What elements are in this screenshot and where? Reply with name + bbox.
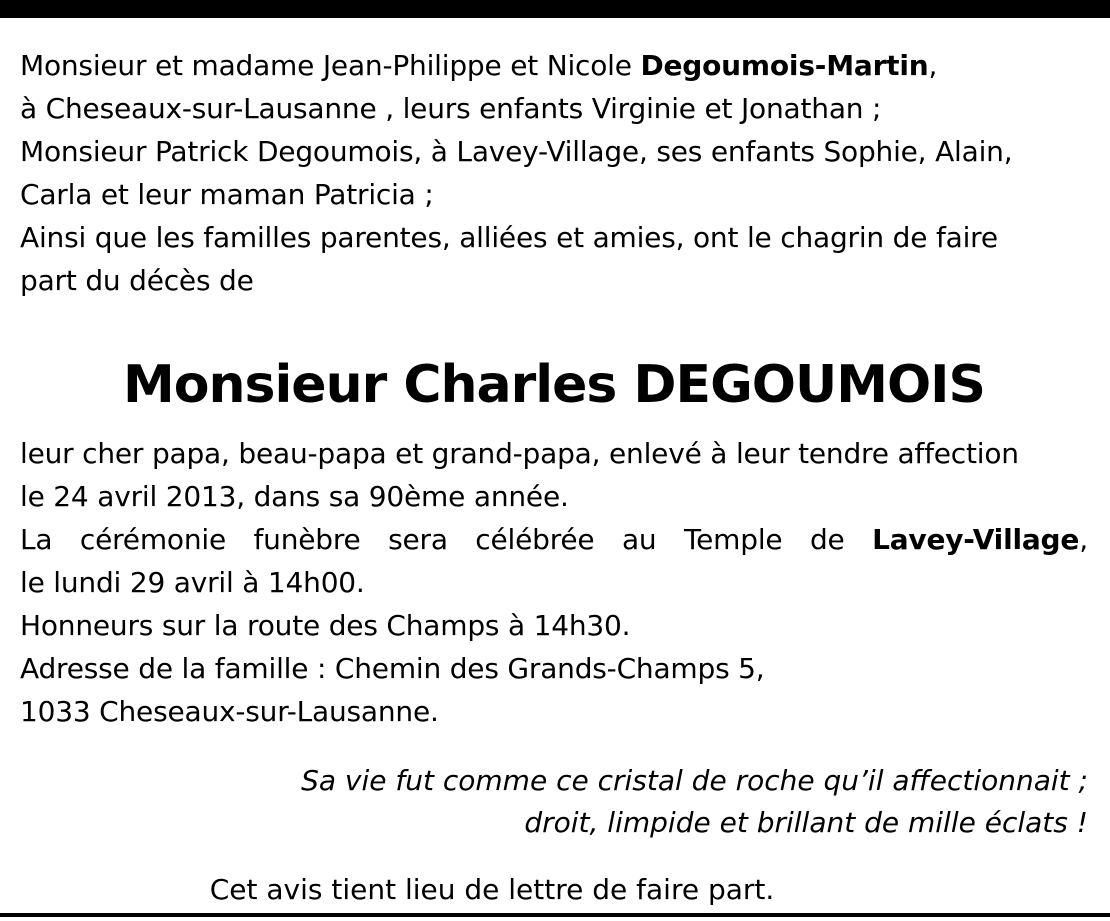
- announcer-line-1: [20, 44, 1088, 87]
- footer-note: Cet avis tient lieu de lettre de faire part.: [209, 873, 775, 906]
- details-line-3-comma: ,: [1079, 523, 1088, 556]
- announcer-line-1-text: Monsieur et madame Jean-Philippe et Nicole: [20, 49, 641, 82]
- details-line-5: Honneurs sur la route des Champs à 14h30.: [20, 609, 631, 642]
- details-line-1: leur cher papa, beau-papa et grand-papa, enlevé à leur tendre affection: [20, 437, 1019, 470]
- ceremony-location-bold: Lavey-Village: [872, 523, 1080, 556]
- details-line-3-word: célébrée: [475, 523, 595, 556]
- details-line-4: le lundi 29 avril à 14h00.: [20, 566, 365, 599]
- announcer-line-2: à Cheseaux-sur-Lausanne , leurs enfants Virginie et Jonathan ;: [20, 92, 882, 125]
- obituary-notice: [20, 44, 1088, 910]
- details-line-3-word: cérémonie: [79, 523, 226, 556]
- announcers-paragraph: [20, 44, 1088, 302]
- location-bold-wrap: [872, 518, 1088, 561]
- details-line-3-word: La: [20, 523, 53, 556]
- bottom-border-rule: [0, 913, 1110, 917]
- details-line-3-word: Temple: [684, 523, 783, 556]
- top-border-rule: [0, 0, 1110, 18]
- details-line-3: [20, 518, 1088, 561]
- announcer-line-5: Ainsi que les familles parentes, alliées et amies, ont le chagrin de faire: [20, 221, 998, 254]
- quote-line-1: Sa vie fut comme ce cristal de roche qu’il affectionnait ;: [301, 764, 1088, 797]
- details-line-3-word: de: [809, 523, 845, 556]
- quote-line-2: droit, limpide et brillant de mille éclats !: [524, 806, 1088, 839]
- details-paragraph: [20, 432, 1088, 733]
- announcer-line-1-comma: ,: [928, 49, 938, 82]
- family-name-bold: Degoumois-Martin: [640, 49, 929, 82]
- details-line-6: Adresse de la famille : Chemin des Grands-Champs 5,: [20, 652, 765, 685]
- announcer-line-4: Carla et leur maman Patricia ;: [20, 178, 434, 211]
- announcer-line-6: part du décès de: [20, 264, 254, 297]
- details-line-7: 1033 Cheseaux-sur-Lausanne.: [20, 695, 439, 728]
- details-line-3-word: funèbre: [253, 523, 361, 556]
- details-line-3-word: sera: [388, 523, 448, 556]
- details-line-2: le 24 avril 2013, dans sa 90ème année.: [20, 480, 569, 513]
- deceased-name-heading: Monsieur Charles DEGOUMOIS: [123, 355, 985, 415]
- details-line-3-word: au: [621, 523, 657, 556]
- memorial-quote: [20, 760, 1088, 844]
- announcer-line-3: Monsieur Patrick Degoumois, à Lavey-Village, ses enfants Sophie, Alain,: [20, 135, 1013, 168]
